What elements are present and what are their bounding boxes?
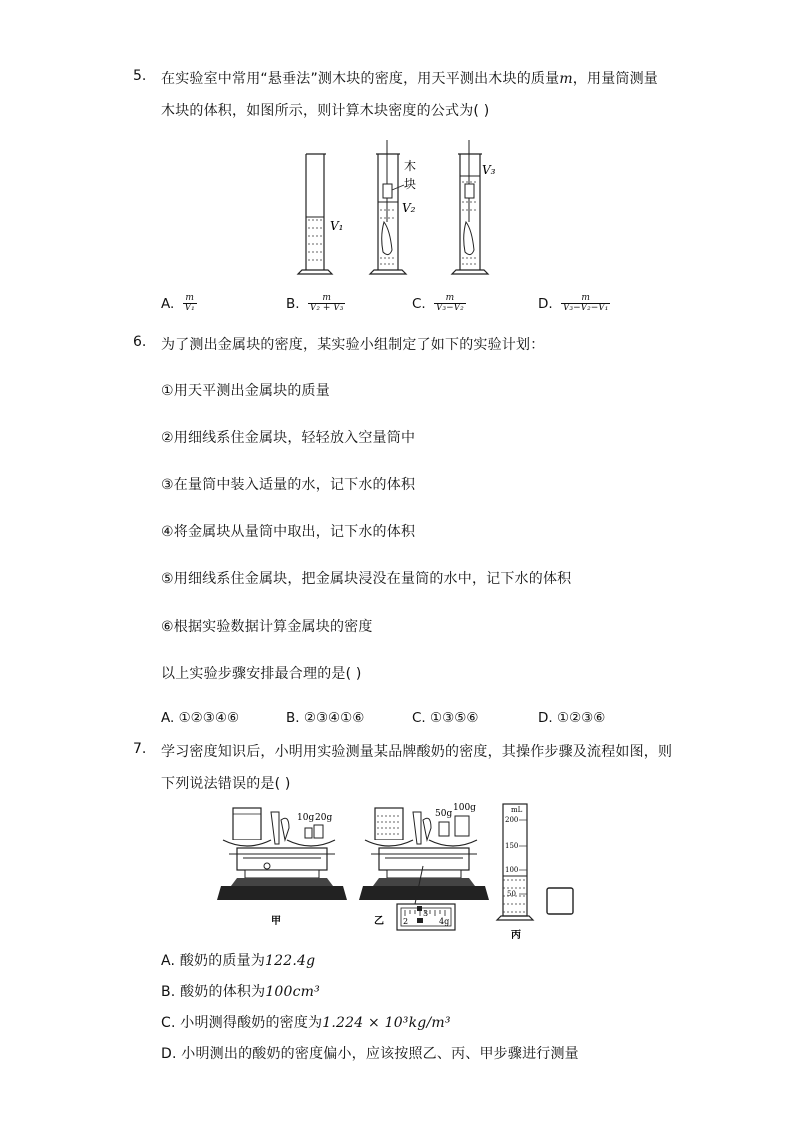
q5-option-b[interactable] — [286, 294, 345, 314]
cyl-150: 150 — [505, 842, 519, 850]
label-wood-2: 块 — [404, 177, 417, 191]
option-text: B. 酸奶的体积为 — [161, 984, 266, 1000]
label-wood-1: 木 — [404, 159, 417, 173]
question-number-5: 5. — [133, 68, 147, 84]
q7-option-a[interactable] — [161, 950, 315, 970]
option-fraction — [434, 294, 466, 314]
q7-stem-line2: 下列说法错误的是( ) — [161, 776, 291, 792]
q6-option-d[interactable]: D. ①②③⑥ — [538, 710, 606, 726]
q5-stem-text-a: 在实验室中常用“悬垂法”测木块的密度，用天平测出木块的质量 — [161, 71, 560, 87]
q5-option-d[interactable] — [538, 294, 610, 314]
q6-option-c[interactable]: C. ①③⑤⑥ — [412, 710, 479, 726]
weight-100g: 100g — [453, 803, 476, 813]
q7-option-b[interactable] — [161, 981, 320, 1001]
q5-option-a[interactable] — [161, 294, 197, 314]
label-v3: V₃ — [482, 163, 496, 177]
option-text: C. 小明测得酸奶的密度为 — [161, 1015, 323, 1031]
option-letter: B. — [286, 295, 300, 312]
q5-stem-text-b: ，用量筒测量 — [572, 71, 658, 87]
q6-step-4: ④将金属块从量筒中取出，记下水的体积 — [161, 524, 416, 540]
scale-3: 3 — [423, 909, 429, 918]
question-number-6: 6. — [133, 334, 147, 350]
weight-20g: 20g — [315, 813, 333, 823]
q6-step-3: ③在量筒中装入适量的水，记下水的体积 — [161, 477, 416, 493]
weight-10g: 10g — [297, 813, 315, 823]
cylinder-v1 — [298, 154, 343, 274]
balance-jia — [217, 808, 347, 927]
q5-option-c[interactable] — [412, 294, 466, 314]
frac-den: V₁ — [184, 303, 195, 314]
q5-stem-line1 — [161, 68, 658, 88]
label-bing: 丙 — [511, 930, 521, 941]
cyl-100: 100 — [505, 866, 519, 874]
frac-den: V₃−V₂ — [436, 303, 464, 314]
option-fraction — [183, 294, 197, 314]
option-fraction — [308, 294, 345, 314]
q7-stem-line1: 学习密度知识后，小明用实验测量某品牌酸奶的密度，其操作步骤及流程如图，则 — [161, 744, 673, 760]
q6-step-5: ⑤用细线系住金属块，把金属块浸没在量筒的水中，记下水的体积 — [161, 571, 572, 587]
balance-yi — [359, 803, 489, 930]
q6-option-a[interactable]: A. ①②③④⑥ — [161, 710, 240, 726]
option-text: D. 小明测出的酸奶的密度偏小，应该按照乙、丙、甲步骤进行测量 — [161, 1046, 579, 1062]
q6-ask: 以上实验步骤安排最合理的是( ) — [161, 666, 362, 682]
cylinder-v3 — [452, 140, 496, 274]
q7-option-c[interactable] — [161, 1012, 451, 1032]
cylinder-bing — [497, 804, 573, 941]
frac-num: m — [581, 293, 590, 303]
cyl-50: 50 — [507, 890, 516, 898]
q5-cylinders-figure — [290, 140, 510, 285]
label-jia: 甲 — [271, 916, 281, 927]
q6-step-1: ①用天平测出金属块的质量 — [161, 383, 330, 399]
frac-num: m — [185, 293, 194, 303]
scale-4g: 4g — [439, 917, 450, 926]
frac-den: V₂ + V₃ — [309, 303, 344, 314]
frac-den: V₃−V₂−V₁ — [562, 303, 609, 314]
option-value: 122.4g — [265, 953, 316, 969]
option-text: A. 酸奶的质量为 — [161, 953, 266, 969]
option-value: 100cm³ — [265, 984, 320, 1000]
q7-balance-figure — [215, 800, 585, 945]
option-letter: D. — [538, 295, 553, 312]
option-value: 1.224 × 10³kg/m³ — [322, 1015, 451, 1031]
q6-stem: 为了测出金属块的密度，某实验小组制定了如下的实验计划： — [161, 337, 545, 353]
q5-stem-line2: 木块的体积，如图所示，则计算木块密度的公式为( ) — [161, 103, 490, 119]
frac-num: m — [445, 293, 455, 303]
option-fraction — [561, 294, 610, 314]
scale-2: 2 — [403, 917, 409, 926]
cyl-200: 200 — [505, 816, 519, 824]
q7-option-d[interactable] — [161, 1043, 579, 1063]
q5-mass-symbol: m — [559, 71, 573, 87]
frac-num: m — [322, 293, 331, 303]
label-v1: V₁ — [330, 219, 344, 233]
cylinder-v2 — [370, 140, 416, 274]
label-v2: V₂ — [402, 201, 416, 215]
q6-step-2: ②用细线系住金属块，轻轻放入空量筒中 — [161, 430, 416, 446]
q6-step-6: ⑥根据实验数据计算金属块的密度 — [161, 619, 373, 635]
question-number-7: 7. — [133, 741, 147, 757]
label-yi: 乙 — [374, 916, 384, 927]
cyl-ml: mL — [511, 806, 523, 814]
weight-50g: 50g — [435, 809, 453, 819]
option-letter: A. — [161, 295, 175, 312]
q6-option-b[interactable]: B. ②③④①⑥ — [286, 710, 365, 726]
option-letter: C. — [412, 295, 426, 312]
